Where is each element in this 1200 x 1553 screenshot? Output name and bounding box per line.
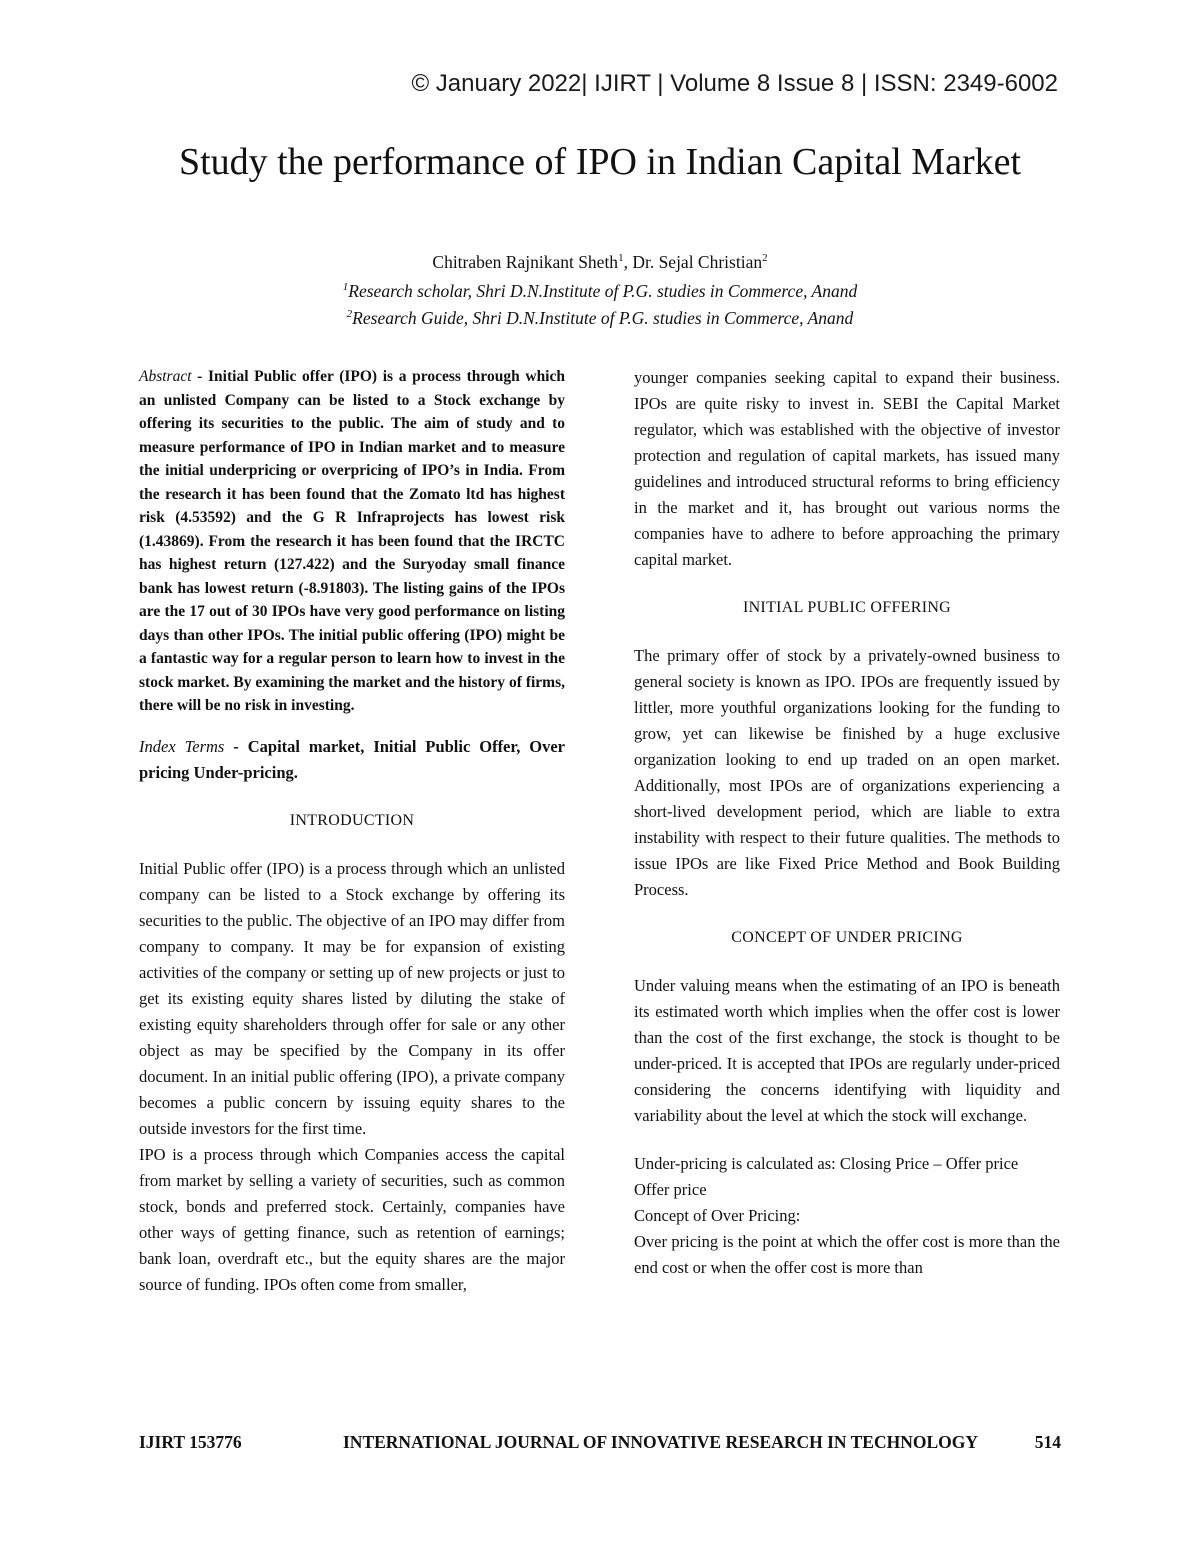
underpricing-heading: CONCEPT OF UNDER PRICING [731,929,963,946]
introduction-paragraph-2: IPO is a process through which Companies access the capital from market by selling a variety of securities, such as common stock, bonds and preferred stock. Certainly, companies have other ways of getting finance, such as retention of earnings; bank loan, overdraft etc., but the equity shares are the major source of funding. IPOs often come from smaller, [139,1144,565,1294]
introduction-heading: INTRODUCTION [289,811,415,829]
index-terms [139,734,565,786]
index-terms-label: Index Terms [139,736,225,756]
index-terms-separator: - [224,736,248,756]
introduction-paragraph-1: Initial Public offer (IPO) is a process through which an unlisted company can be listed to a Stock exchange by offering its securities to the public. The objective of an IPO may differ from company to company. It may be for expansion of existing activities of the company or setting up of new projects or just to get its existing equity shares listed by diluting the stake of existing equity shareholders through offer for sale or any other object as may be specified by the Company in its offer document. In an initial public offering (IPO), a private company becomes a public concern by issuing equity shares to the outside investors for the first time. [139,858,565,1138]
journal-header: © January 2022| IJIRT | Volume 8 Issue 8 | ISSN: 2349-6002 [411,70,1058,97]
introduction-paragraph-2-continued: younger companies seeking capital to expand their business. IPOs are quite risky to invest in. SEBI the Capital Market regulator, which was established with the objective of investor protection and regulation of capital markets, has issued many guidelines and introduced structural reforms to bring efficiency in the market and it, has brought out various norms the companies have to adhere to before approaching the primary capital market. [634,368,1060,569]
affiliation-2 [0,308,1200,329]
footer-journal-name: INTERNATIONAL JOURNAL OF INNOVATIVE RESEARCH IN TECHNOLOGY [343,1432,978,1452]
footer-paper-id: IJIRT 153776 [139,1432,242,1452]
underpricing-formula-line-2: Offer price [634,1180,707,1199]
author-separator: , [623,252,633,272]
index-terms-text: Capital market, Initial Public Offer, Over pricing Under-pricing. [139,736,565,782]
paper-title: Study the performance of IPO in Indian Capital Market [178,141,1022,183]
underpricing-formula-line-1: Under-pricing is calculated as: Closing Price – Offer price [634,1154,1019,1173]
affiliation-1 [0,281,1200,302]
footer-page-number: 514 [1034,1432,1061,1452]
author-1-sup: 1 [618,252,624,265]
overpricing-paragraph: Over pricing is the point at which the offer cost is more than the end cost or when the offer cost is more than [634,1232,1060,1277]
left-column [139,365,565,1298]
overpricing-heading: Concept of Over Pricing: [634,1206,801,1225]
abstract [139,365,565,718]
author-2: Dr. Sejal Christian [632,252,763,272]
abstract-label: Abstract [139,368,192,385]
affiliation-1-sup: 1 [342,281,349,294]
author-1: Chitraben Rajnikant Sheth [432,252,619,272]
affiliation-2-sup: 2 [346,308,353,321]
affiliation-1-text: Research scholar, Shri D.N.Institute of P.G. studies in Commerce, Anand [348,281,858,301]
ipo-paragraph: The primary offer of stock by a privately-owned business to general society is known as IPO. IPOs are frequently issued by littler, more youthful organizations looking for the funding to grow, yet can likewise be finished by a huge exclusive organization looking to end up traded on an open market. Additionally, most IPOs are of organizations experiencing a short-lived development period, which are liable to extra instability with respect to their future qualities. The methods to issue IPOs are like Fixed Price Method and Book Building Process. [634,646,1060,899]
right-column [634,365,1060,1281]
underpricing-paragraph: Under valuing means when the estimating of an IPO is beneath its estimated worth which implies when the offer cost is lower than the cost of the first exchange, the stock is thought to be under-priced. It is accepted that IPOs are regularly under-priced considering the concerns identifying with liquidity and variability about the level at which the stock will exchange. [634,976,1060,1125]
abstract-separator: - [191,368,209,385]
affiliation-2-text: Research Guide, Shri D.N.Institute of P.G. studies in Commerce, Anand [352,308,854,328]
author-2-sup: 2 [762,252,768,265]
abstract-text: Initial Public offer (IPO) is a process through which an unlisted Company can be listed to a Stock exchange by offering its securities to the public. The aim of study and to measure performance of IPO in Indian market and to measure the initial underpricing or overpricing of IPO’s in India. From the research it has been found that the Zomato ltd has highest risk (4.53592) and the G R Infraprojects has lowest risk (1.43869). From the research it has been found that the IRCTC has highest return (127.422) and the Suryoday small finance bank has lowest return (-8.91803). The listing gains of the IPOs are the 17 out of 30 IPOs have very good performance on listing days than other IPOs. The initial public offering (IPO) might be a fantastic way for a regular person to learn how to invest in the stock market. By examining the market and the history of firms, there will be no risk in investing. [139,368,565,714]
ipo-heading: INITIAL PUBLIC OFFERING [742,599,952,616]
author-line [0,252,1200,273]
